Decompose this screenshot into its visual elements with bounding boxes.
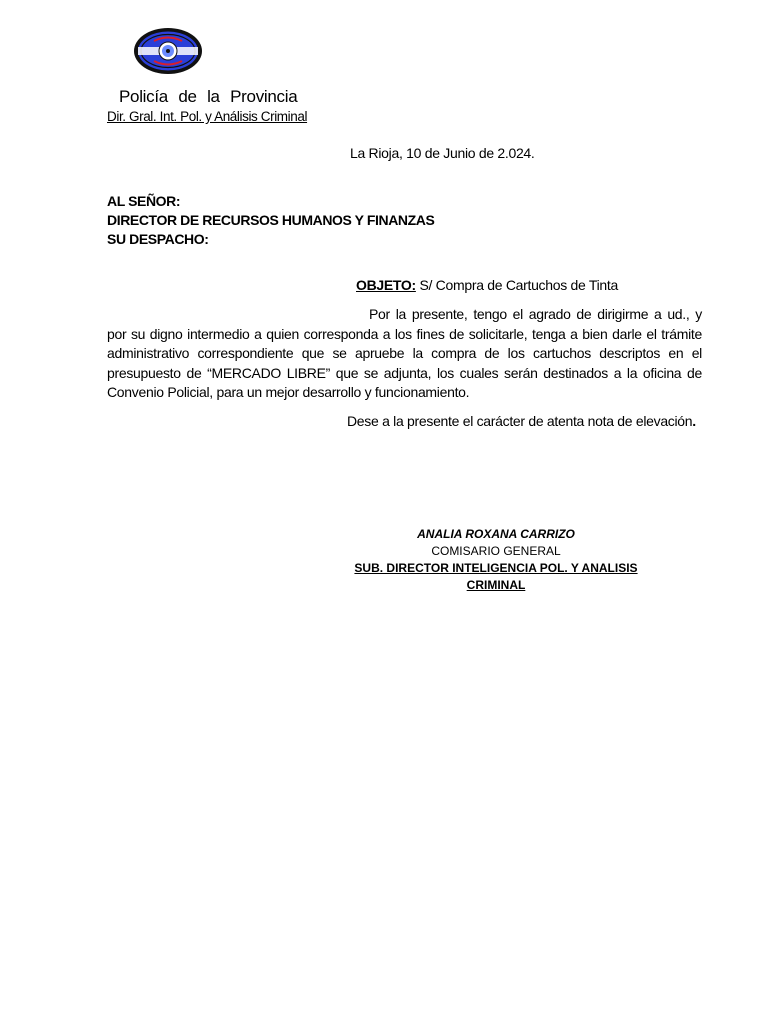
institution-title: Policía de la Provincia [119, 87, 298, 106]
police-shield-emblem-icon [132, 26, 204, 76]
place-date: La Rioja, 10 de Junio de 2.024. [350, 145, 535, 161]
addressee-line-3: SU DESPACHO: [107, 231, 209, 247]
signature-block [330, 526, 662, 594]
addressee-block [107, 192, 434, 249]
department-subtitle: Dir. Gral. Int. Pol. y Análisis Criminal [107, 109, 308, 124]
body-paragraph: Por la presente, tengo el agrado de dirigirme a ud., y por su digno intermedio a quien corresponda a los fines de solicitarle, tenga a bien darle el trámite administrativo correspondiente que se apruebe la compra de los cartuchos descriptos en el presupuesto de “MERCADO LIBRE” que se adjunta, los cuales serán destinados a la oficina de Convenio Policial, para un mejor desarrollo y funcionamiento. [107, 306, 702, 400]
signatory-rank: COMISARIO GENERAL [431, 544, 561, 558]
closing-text: Dese a la presente el carácter de atenta nota de elevación [347, 413, 693, 429]
closing-line [347, 413, 696, 429]
subject-line [356, 277, 618, 293]
signatory-office: SUB. DIRECTOR INTELIGENCIA POL. Y ANALISIS CRIMINAL [354, 561, 638, 592]
addressee-line-2: DIRECTOR DE RECURSOS HUMANOS Y FINANZAS [107, 212, 435, 228]
subject-text: S/ Compra de Cartuchos de Tinta [415, 277, 618, 293]
signatory-name: ANALIA ROXANA CARRIZO [417, 527, 575, 541]
addressee-line-1: AL SEÑOR: [107, 193, 181, 209]
subject-label: OBJETO: [356, 277, 416, 293]
closing-period: . [692, 413, 696, 429]
